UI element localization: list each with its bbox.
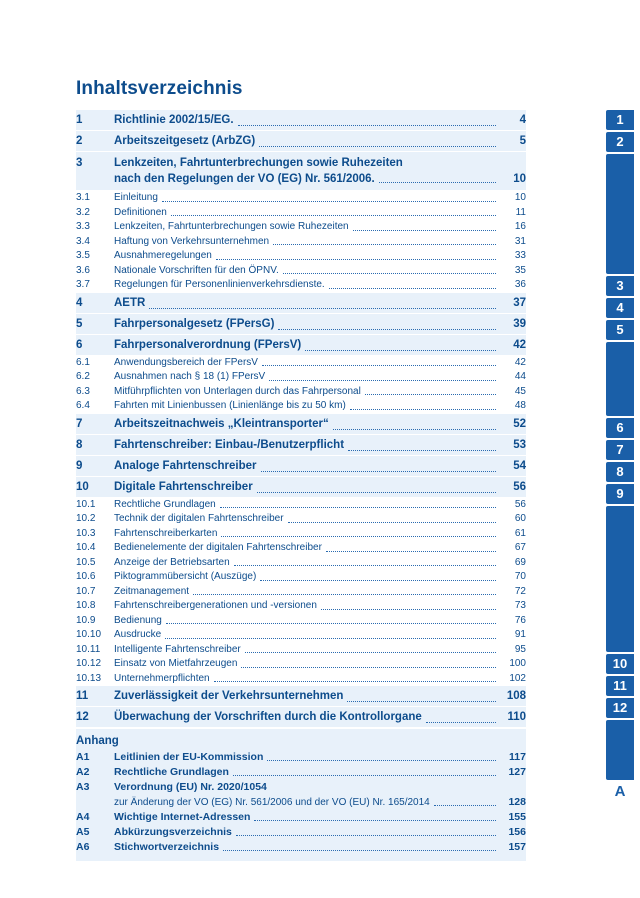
dot-leader [434,805,496,806]
appendix-entry[interactable] [76,750,526,765]
toc-entry-body [114,131,500,151]
toc-entry-sub[interactable] [76,498,526,513]
toc-entry-body [114,235,500,250]
appendix-entry-label: Leitlinien der EU-Kommission [114,751,264,763]
dot-leader [214,681,496,682]
toc-entry-page: 42 [513,338,526,351]
toc-entry-sub[interactable] [76,599,526,614]
toc-entry-main[interactable] [76,131,526,151]
dot-leader [193,594,496,595]
dot-leader [333,429,496,430]
toc-entry-number: 10.4 [76,542,96,553]
toc-entry-label: Ausnahmen nach § 18 (1) FPersV [114,371,266,382]
toc-entry-body [114,570,500,585]
toc-entry-number: 10.8 [76,600,96,611]
toc-entry-main[interactable] [76,435,526,455]
toc-entry-label: Bedienung [114,614,162,626]
toc-entry-page: 56 [514,498,526,510]
toc-entry-number: 3.5 [76,250,90,261]
toc-entry-sub[interactable] [76,672,526,687]
toc-entry-page: 31 [514,235,526,247]
appendix-entry-body [114,765,500,780]
toc-entry-body [114,155,500,187]
toc-entry-page: 10 [513,173,526,185]
toc-entry-page: 52 [513,417,526,430]
appendix-entry-label: Stichwortverzeichnis [114,841,220,853]
toc-entry-number: 10.5 [76,556,96,568]
toc-entry-page: 11 [515,206,526,218]
toc-entry-sub[interactable] [76,556,526,571]
toc-entry-label: Überwachung der Vorschriften durch die Kontrollorgane [114,711,422,723]
appendix-entry[interactable] [76,825,526,840]
toc-entry-page: 53 [513,438,526,451]
toc-entry-body [114,527,500,542]
appendix-entry-page: 155 [508,811,526,823]
toc-entry-main[interactable] [76,707,526,727]
toc-entry-label: Intelligente Fahrtenschreiber [114,643,241,655]
toc-entry-label: Definitionen [114,206,167,218]
toc-entry-page: 110 [507,711,526,723]
toc-entry-number: 3.1 [76,192,90,203]
toc-entry-sub[interactable] [76,385,526,400]
appendix-entry-label: Verordnung (EU) Nr. 2020/1054 [114,781,267,793]
toc-entry-sub[interactable] [76,541,526,556]
toc-entry-number: 6.2 [76,371,90,382]
appendix-entry-label-continued: zur Änderung der VO (EG) Nr. 561/2006 und der VO (EU) Nr. 165/2014 [114,797,430,808]
toc-entry-number: 3.6 [76,264,90,276]
toc-entry-page: 16 [514,221,526,232]
appendix-entry[interactable] [76,840,526,855]
toc-entry-label: Fahrten mit Linienbussen (Linienlänge bis zu 50 km) [114,400,346,411]
toc-entry-main[interactable] [76,293,526,313]
toc-entry-number: 6.3 [76,385,90,397]
toc-entry-label: Anwendungsbereich der FPersV [114,356,258,368]
toc-entry-page: 102 [509,672,526,684]
toc-entry-sub[interactable] [76,399,526,414]
appendix-entry[interactable] [76,780,526,810]
toc-entry-label: Richtlinie 2002/15/EG. [114,114,234,126]
table-of-contents [76,110,526,861]
toc-entry-label: Regelungen für Personenlinienverkehrsdienste. [114,279,325,290]
toc-entry-sub[interactable] [76,220,526,235]
tab-spacer [606,342,634,416]
toc-entry-body [114,498,500,513]
toc-entry-number: 10.1 [76,498,96,510]
toc-entry-number: 10.6 [76,571,96,582]
toc-entry-body [114,191,500,206]
dot-leader [288,522,496,523]
toc-entry-label: Rechtliche Grundlagen [114,498,216,510]
section-tab-6[interactable]: 6 [606,418,634,438]
dot-leader [350,409,496,410]
toc-entry-number: 10.12 [76,658,102,669]
toc-entry-body [114,585,500,600]
toc-entry-label: Technik der digitalen Fahrtenschreiber [114,513,284,524]
toc-entry-page: 54 [513,459,526,472]
section-tab-1[interactable]: 1 [606,110,634,130]
section-tab-10[interactable]: 10 [606,654,634,674]
toc-entry-label: Fahrpersonalgesetz (FPersG) [114,317,275,330]
section-tab-A[interactable]: A [606,782,634,802]
section-tab-2[interactable]: 2 [606,132,634,152]
toc-entry-body [114,628,500,643]
appendix-entry-page: 157 [508,841,526,853]
toc-entry-number: 10 [76,480,89,493]
dot-leader [326,551,496,552]
toc-entry-label: Einleitung [114,192,158,203]
toc-entry-page: 37 [513,296,526,309]
page-title: Inhaltsverzeichnis [76,78,243,99]
dot-leader [329,288,496,289]
appendix-entry-label: Rechtliche Grundlagen [114,766,229,778]
toc-entry-sub[interactable] [76,628,526,643]
toc-entry-main[interactable] [76,414,526,434]
dot-leader [283,273,496,274]
toc-entry-label: Ausnahmeregelungen [114,250,212,261]
toc-entry-number: 5 [76,317,83,330]
toc-entry-number: 3.4 [76,235,90,247]
toc-entry-label: Zeitmanagement [114,585,190,597]
toc-entry-body [114,110,500,130]
toc-entry-label: Unternehmerpflichten [114,672,210,684]
appendix-entry-page: 127 [508,766,526,778]
dot-leader [347,701,496,702]
dot-leader [149,308,496,309]
toc-entry-page: 45 [514,385,526,397]
dot-leader [259,146,496,147]
section-tab-strip [606,110,634,804]
appendix-entry-page: 156 [508,826,526,838]
toc-entry-body [114,614,500,629]
appendix-entry-body [114,750,500,765]
section-tab-9[interactable]: 9 [606,484,634,504]
appendix-entry-number: A3 [76,781,90,793]
dot-leader [238,125,496,126]
section-tab-3[interactable]: 3 [606,276,634,296]
dot-leader [257,492,496,493]
toc-entry-number: 10.13 [76,672,102,684]
appendix-entry-body [114,840,500,855]
toc-entry-sub[interactable] [76,356,526,371]
toc-entry-body [114,385,500,400]
toc-entry-label: Ausdrucke [114,629,162,640]
toc-entry-body [114,556,500,571]
toc-entry-page: 60 [514,513,526,524]
toc-entry-page: 36 [514,279,526,290]
dot-leader [162,201,496,202]
tab-spacer [606,506,634,652]
toc-entry-label: Lenkzeiten, Fahrtunterbrechungen sowie Ruhezeiten [114,157,403,169]
toc-entry-number: 8 [76,438,83,451]
dot-leader [262,365,496,366]
dot-leader [234,565,496,566]
toc-entry-number: 6.4 [76,400,90,411]
toc-entry-sub[interactable] [76,527,526,542]
toc-entry-body [114,399,500,414]
dot-leader [223,850,496,851]
appendix-entry[interactable] [76,810,526,825]
toc-entry-sub[interactable] [76,570,526,585]
dot-leader [254,820,496,821]
toc-entry-body [114,370,500,385]
dot-leader [267,760,496,761]
toc-entry-label: Fahrtenschreiberkarten [114,527,218,539]
toc-entry-number: 3 [76,157,83,169]
appendix-entry-label: Wichtige Internet-Adressen [114,811,251,823]
toc-entry-page: 95 [514,643,526,655]
dot-leader [273,244,496,245]
dot-leader [269,380,496,381]
toc-entry-sub[interactable] [76,235,526,250]
toc-entry-page: 5 [519,135,526,147]
toc-entry-sub[interactable] [76,191,526,206]
section-tab-12[interactable]: 12 [606,698,634,718]
appendix-entry-body [114,780,500,810]
appendix-entry-page: 128 [508,796,526,808]
toc-entry-body [114,643,500,658]
toc-entry-body [114,657,500,672]
toc-entry-body [114,293,500,313]
toc-entry-main[interactable] [76,456,526,476]
toc-entry-body [114,686,500,706]
toc-entry-label: Fahrpersonalverordnung (FPersV) [114,338,302,351]
appendix-entry-number: A5 [76,826,90,838]
toc-entry-body [114,477,500,497]
toc-entry-page: 42 [514,356,526,368]
toc-entry-number: 10.3 [76,527,96,539]
toc-entry-body [114,456,500,476]
toc-entry-body [114,435,500,455]
toc-entry-number: 12 [76,711,89,723]
toc-entry-page: 70 [514,571,526,582]
appendix-entry-body [114,810,500,825]
toc-entry-page: 10 [514,192,526,203]
toc-entry-body [114,278,500,293]
toc-entry-label: Fahrtenschreibergenerationen und -versionen [114,600,317,611]
toc-entry-sub[interactable] [76,614,526,629]
toc-entry-main[interactable] [76,335,526,355]
appendix-heading: Anhang [76,735,119,747]
toc-entry-page: 44 [514,371,526,382]
toc-entry-sub[interactable] [76,512,526,527]
tab-spacer [606,720,634,780]
toc-entry-page: 67 [514,542,526,553]
toc-entry-page: 72 [514,585,526,597]
toc-entry-main[interactable] [76,314,526,334]
toc-entry-number: 10.7 [76,585,96,597]
toc-entry-number: 10.9 [76,614,96,626]
toc-entry-sub[interactable] [76,370,526,385]
toc-entry-page: 73 [514,600,526,611]
toc-entry-number: 2 [76,135,83,147]
toc-entry-number: 10.2 [76,513,96,524]
dot-leader [305,350,496,351]
toc-entry-main[interactable] [76,152,526,190]
toc-entry-body [114,335,500,355]
toc-entry-body [114,206,500,221]
toc-entry-body [114,512,500,527]
toc-entry-number: 11 [76,690,89,702]
toc-entry-body [114,220,500,235]
dot-leader [233,775,496,776]
toc-entry-number: 4 [76,296,83,309]
dot-leader [321,609,496,610]
toc-entry-page: 61 [514,527,526,539]
toc-entry-number: 7 [76,417,83,430]
toc-entry-label: AETR [114,296,146,309]
toc-entry-sub[interactable] [76,206,526,221]
toc-entry-page: 91 [514,629,526,640]
toc-entry-number: 1 [76,114,83,126]
toc-entry-label: Einsatz von Mietfahrzeugen [114,658,238,669]
toc-entry-sub[interactable] [76,249,526,264]
section-tab-11[interactable]: 11 [606,676,634,696]
toc-entry-label: Zuverlässigkeit der Verkehrsunternehmen [114,690,344,702]
dot-leader [236,835,496,836]
toc-entry-label: Piktogrammübersicht (Auszüge) [114,571,257,582]
toc-entry-sub[interactable] [76,278,526,293]
toc-entry-page: 35 [514,264,526,276]
dot-leader [216,259,496,260]
dot-leader [221,536,496,537]
toc-entry-page: 108 [506,690,526,702]
toc-entry-number: 3.7 [76,279,90,290]
appendix-entry[interactable] [76,765,526,780]
toc-entry-page: 76 [514,614,526,626]
toc-entry-page: 100 [509,658,526,669]
toc-entry-label: Digitale Fahrtenschreiber [114,480,253,493]
dot-leader [165,638,496,639]
section-tab-8[interactable]: 8 [606,462,634,482]
toc-entry-sub[interactable] [76,643,526,658]
toc-entry-sub[interactable] [76,264,526,279]
section-tab-7[interactable]: 7 [606,440,634,460]
dot-leader [426,722,496,723]
dot-leader [260,580,496,581]
toc-entry-label: Lenkzeiten, Fahrtunterbrechungen sowie Ruhezeiten [114,221,349,232]
toc-entry-number: 3.2 [76,206,90,218]
toc-entry-number: 6.1 [76,356,90,368]
toc-entry-label: Nationale Vorschriften für den ÖPNV. [114,264,279,276]
toc-entry-number: 10.11 [76,643,101,655]
toc-entry-sub[interactable] [76,657,526,672]
toc-entry-body [114,264,500,279]
toc-entry-page: 69 [514,556,526,568]
toc-entry-label: Haftung von Verkehrsunternehmen [114,235,270,247]
toc-entry-label: Fahrtenschreiber: Einbau-/Benutzerpflicht [114,438,345,451]
toc-entry-main[interactable] [76,110,526,130]
dot-leader [241,667,496,668]
appendix-entry-number: A4 [76,811,90,823]
toc-entry-body [114,541,500,556]
dot-leader [278,329,496,330]
toc-entry-page: 39 [513,317,526,330]
toc-entry-main[interactable] [76,477,526,497]
toc-entry-page: 48 [514,400,526,411]
dot-leader [220,507,496,508]
toc-entry-label: Analoge Fahrtenschreiber [114,459,257,472]
toc-entry-label: Arbeitszeitnachweis „Kleintransporter“ [114,417,329,430]
appendix-block [76,729,526,861]
toc-entry-number: 10.10 [76,629,102,640]
appendix-entry-page: 117 [509,751,526,763]
toc-entry-body [114,314,500,334]
toc-entry-label: Anzeige der Betriebsarten [114,556,230,568]
toc-entry-body [114,414,500,434]
toc-entry-page: 33 [514,250,526,261]
toc-entry-number: 3.3 [76,221,90,232]
appendix-entry-number: A2 [76,766,90,778]
toc-entry-page: 56 [513,480,526,493]
toc-entry-label: Arbeitszeitgesetz (ArbZG) [114,135,256,147]
toc-entry-body [114,356,500,371]
appendix-entry-number: A1 [76,751,90,763]
toc-entry-body [114,249,500,264]
toc-entry-label: Bedienelemente der digitalen Fahrtenschreiber [114,542,322,553]
toc-entry-number: 9 [76,459,83,472]
toc-entry-page: 4 [519,114,526,126]
toc-entry-label-continued: nach den Regelungen der VO (EG) Nr. 561/2006. [114,173,375,185]
dot-leader [348,450,496,451]
appendix-entry-body [114,825,500,840]
dot-leader [365,394,496,395]
dot-leader [245,652,496,653]
tab-spacer [606,154,634,274]
toc-entry-body [114,672,500,687]
appendix-entry-number: A6 [76,841,90,853]
toc-entry-sub[interactable] [76,585,526,600]
dot-leader [353,230,496,231]
appendix-entry-label: Abkürzungsverzeichnis [114,826,232,838]
dot-leader [379,182,496,183]
toc-entry-body [114,599,500,614]
dot-leader [261,471,496,472]
section-tab-4[interactable]: 4 [606,298,634,318]
section-tab-5[interactable]: 5 [606,320,634,340]
toc-entry-main[interactable] [76,686,526,706]
toc-entry-body [114,707,500,727]
toc-entry-label: Mitführpflichten von Unterlagen durch das Fahrpersonal [114,385,361,397]
toc-entry-number: 6 [76,338,83,351]
dot-leader [166,623,496,624]
dot-leader [171,215,496,216]
